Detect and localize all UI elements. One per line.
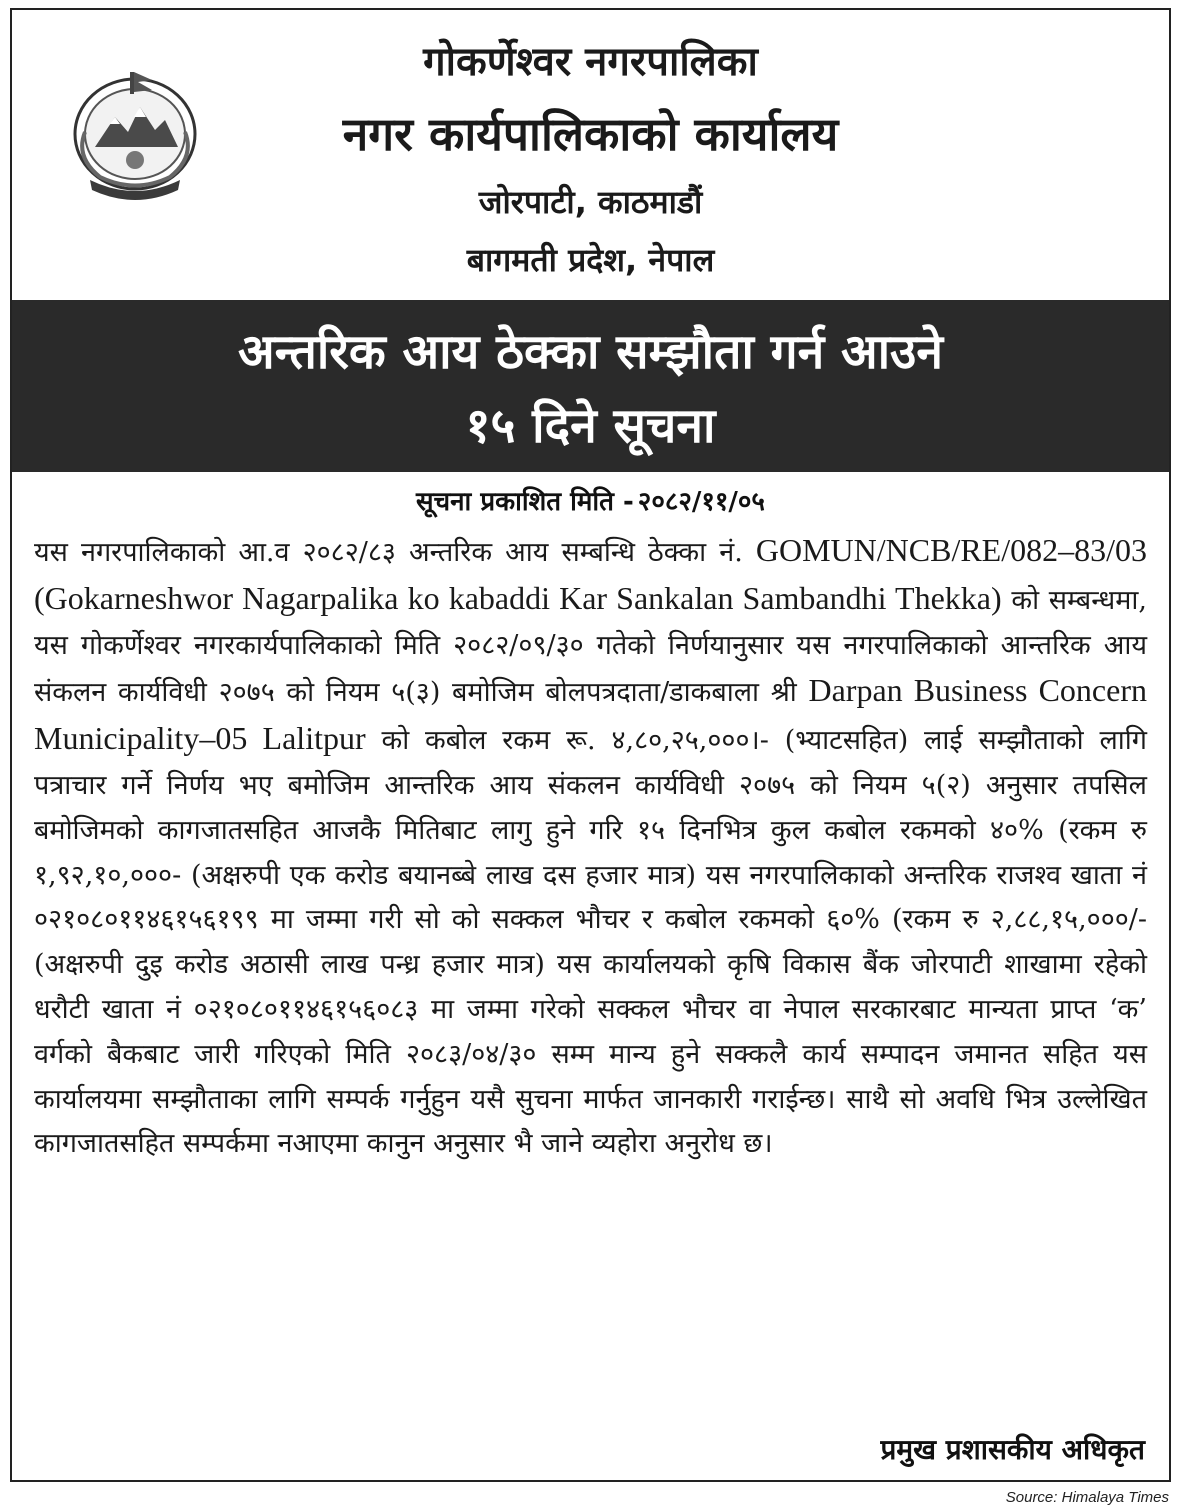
tender-number: GOMUN/NCB/RE/082–83/03: [755, 532, 1147, 568]
bidder-name: Darpan Business Concern Municipality–05 Lalitpur: [34, 672, 1147, 757]
office-location: जोरपाटी, काठमाडौं: [478, 183, 703, 221]
signatory-title: प्रमुख प्रशासकीय अधिकृत: [880, 1433, 1145, 1466]
tender-name: (Gokarneshwor Nagarpalika ko kabaddi Kar Sankalan Sambandhi Thekka): [34, 579, 1002, 616]
notice-title: अन्तरिक आय ठेक्का सम्झौता गर्न आउने: [238, 324, 943, 380]
province-country: बागमती प्रदेश, नेपाल: [466, 241, 715, 279]
body-intro: यस नगरपालिकाको आ.व २०८२/८३ अन्तरिक आय सम्बन्धि ठेक्का नं.: [34, 537, 743, 568]
municipality-name: गोकर्णेश्वर नगरपालिका: [423, 39, 758, 85]
notice-title-banner: [12, 300, 1169, 472]
office-name: नगर कार्यपालिकाको कार्यालय: [342, 107, 839, 161]
body-details: को कबोल रकम रू. ४,८०,२५,०००।- (भ्याटसहित) लाई सम्झौताको लागि पत्राचार गर्ने निर्णय भए बमोजिम आन्तरिक आय संकलन कार्यविधी २०७५ को नियम ५(२) अनुसार तपसिल बमोजिमको कागजातसहित आजकै मितिबाट लागु हुने गरि १५ दिनभित्र कुल कबोल रकमको ४०% (रकम रु १,९२,१०,०००- (अक्षरुपी एक करोड बयानब्बे लाख दस हजार मात्र) यस नगरपालिकाको अन्तरिक राजश्व खाता नं ०२१०८०११४६१५६१९९ मा जम्मा गरी सो को सक्कल भौचर र कबोल रकमको ६०% (रकम रु २,८८,१५,०००/- (अक्षरुपी दुइ करोड अठासी लाख पन्ध्र हजार मात्र) यस कार्यालयको कृषि विकास बैंक जोरपाटी शाखामा रहेको धरौटी खाता नं ०२१०८०११४६१५६०८३ मा जम्मा गरेको सक्कल भौचर वा नेपाल सरकारबाट मान्यता प्राप्त ‘क’ वर्गको बैकबाट जारी गरिएको मिति २०८३/०४/३० सम्म मान्य हुने सक्कलै कार्य सम्पादन जमानत सहित यस कार्यालयमा सम्झौताका लागि सम्पर्क गर्नुहुन यसै सुचना मार्फत जानकारी गराईन्छ। साथै सो अवधि भित्र उल्लेखित कागजातसहित सम्पर्कमा नआएमा कानुन अनुसार भै जाने व्यहोरा अनुरोध छ।: [34, 725, 1147, 1160]
publication-date-label: सूचना प्रकाशित मिति -: [416, 487, 634, 517]
notice-frame: [10, 8, 1171, 1482]
publication-date: [12, 482, 1169, 518]
notice-header: [12, 10, 1169, 300]
body-decision: को सम्बन्धमा, यस गोकर्णेश्वर नगरकार्यपालिकाको मिति २०८२/०९/३० गतेको निर्णयानुसार यस नगरपालिकाको आन्तरिक आय संकलन कार्यविधी २०७५ को नियम ५(३) बमोजिम बोलपत्रदाता/डाकबाला श्री: [34, 584, 1148, 709]
notice-body: [34, 528, 1147, 1167]
publication-date-value: २०८२/११/०५: [637, 487, 765, 517]
notice-subtitle: १५ दिने सूचना: [465, 398, 716, 454]
source-credit: Source: Himalaya Times: [1005, 1489, 1169, 1506]
